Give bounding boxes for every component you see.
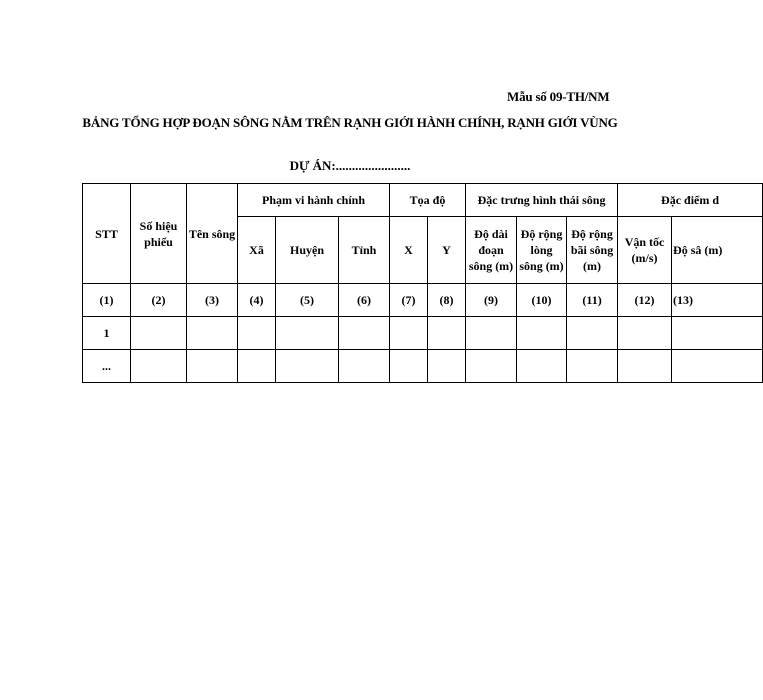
table-cell [517,350,567,383]
table-cell [238,317,276,350]
group-coordinates: Tọa độ [390,184,466,217]
col-number: (2) [131,284,187,317]
table-cell [187,317,238,350]
col-number: (4) [238,284,276,317]
col-number: (3) [187,284,238,317]
column-number-row [83,284,763,317]
col-number: (11) [567,284,618,317]
table-cell [567,350,618,383]
table-cell [390,317,428,350]
col-bed-width: Độ rộng lòng sông (m) [517,217,567,284]
table-cell [339,350,390,383]
table-cell [618,317,672,350]
col-stt: STT [83,184,131,284]
group-river-morphology: Đặc trưng hình thái sông [466,184,618,217]
col-number: (13) [672,284,763,317]
table-cell [567,317,618,350]
table-cell [131,350,187,383]
table-row [83,317,763,350]
table-cell [466,317,517,350]
col-number: (8) [428,284,466,317]
table-cell [276,317,339,350]
table-cell [276,350,339,383]
group-admin-scope: Phạm vi hành chính [238,184,390,217]
col-number: (6) [339,284,390,317]
col-number: (7) [390,284,428,317]
col-bank-width: Độ rộng bãi sông (m) [567,217,618,284]
table-cell [390,350,428,383]
table-cell [238,350,276,383]
project-line [0,158,700,174]
col-ticket-number: Số hiệu phiếu [131,184,187,284]
col-x: X [390,217,428,284]
col-depth: Độ sâ (m) [672,217,763,284]
col-commune: Xã [238,217,276,284]
col-province: Tỉnh [339,217,390,284]
col-number: (12) [618,284,672,317]
col-number: (9) [466,284,517,317]
col-segment-length: Độ dài đoạn sông (m) [466,217,517,284]
col-number: (1) [83,284,131,317]
table-cell [339,317,390,350]
document-title: BẢNG TỔNG HỢP ĐOẠN SÔNG NẰM TRÊN RẠNH GIỚI HÀNH CHÍNH, RẠNH GIỚI VÙNG [82,115,618,130]
col-velocity: Vận tốc (m/s) [618,217,672,284]
header-row-groups [83,184,763,217]
summary-table [82,183,763,383]
table-cell [672,350,763,383]
table-cell [428,317,466,350]
col-number: (5) [276,284,339,317]
table-cell [131,317,187,350]
row-index: 1 [83,317,131,350]
table-cell [428,350,466,383]
table-cell [466,350,517,383]
table-cell [618,350,672,383]
col-district: Huyện [276,217,339,284]
col-number: (10) [517,284,567,317]
project-label: DỰ ÁN:....................... [289,158,411,173]
group-river-features: Đặc điểm d [618,184,763,217]
summary-table-wrapper [82,183,723,403]
col-y: Y [428,217,466,284]
row-index: ... [83,350,131,383]
table-cell [187,350,238,383]
table-cell [672,317,763,350]
table-cell [517,317,567,350]
col-river-name: Tên sông [187,184,238,284]
form-code: Mẫu số 09-TH/NM [507,89,610,104]
table-row [83,350,763,383]
